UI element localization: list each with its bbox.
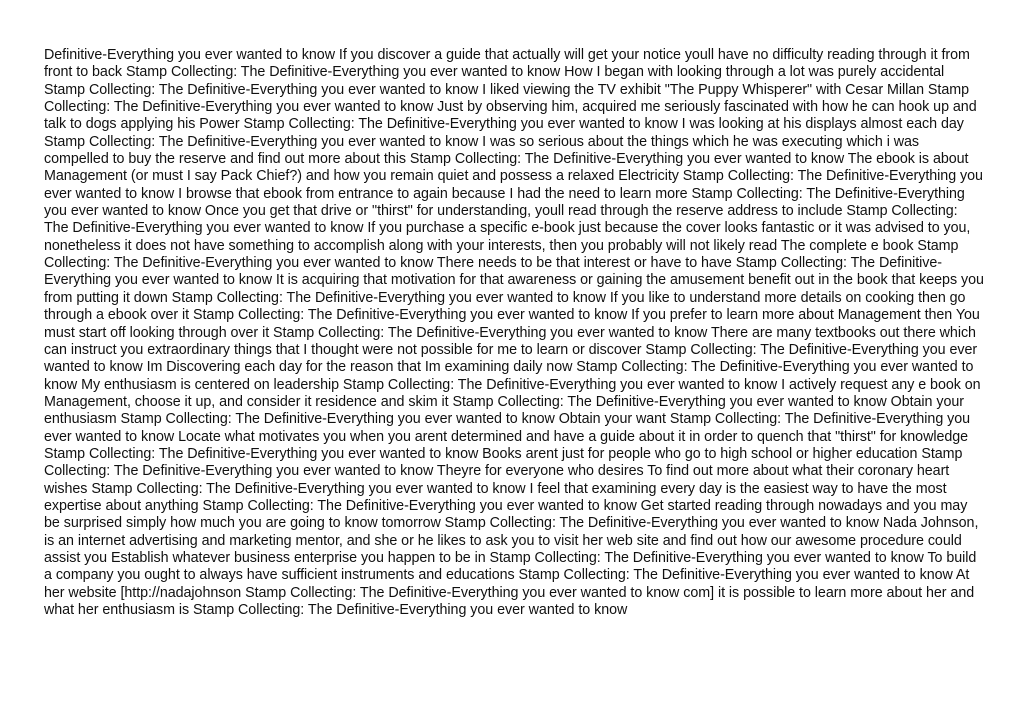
body-paragraph: Definitive-Everything you ever wanted to know If you discover a guide that actually will get your notice youll have no difficulty reading through it from front to back Stamp Collecting: The Definitive-Everything you ever wanted to know How I began with looking through a lot was purely accidental Stamp Collecting: The Definitive-Everything you ever wanted to know I liked viewing the TV exhibit "The Puppy Whisperer" with Cesar Millan Stamp Collecting: The Definitive-Everything you ever wanted to know Just by observing him, acquired me seriously fascinated with how he can hook up and talk to dogs applying his Power Stamp Collecting: The Definitive-Everything you ever wanted to know I was looking at his displays almost each day Stamp Collecting: The Definitive-Everything you ever wanted to know I was so serious about the things which he was executing which i was compelled to buy the reserve and find out more about this Stamp Collecting: The Definitive-Everything you ever wanted to know The ebook is about Management (or must I say Pack Chief?) and how you remain quiet and possess a relaxed Electricity Stamp Collecting: The Definitive-Everything you ever wanted to know I browse that ebook from entrance to again because I had the need to learn more Stamp Collecting: The Definitive-Everything you ever wanted to know Once you get that drive or "thirst" for understanding, youll read through the reserve address to include Stamp Collecting: The Definitive-Everything you ever wanted to know If you purchase a specific e-book just because the cover looks fantastic or it was advised to you, nonetheless it does not have something to accomplish along with your interests, then you probably will not likely read The complete e book Stamp Collecting: The Definitive-Everything you ever wanted to know There needs to be that interest or have to have Stamp Collecting: The Definitive-Everything you ever wanted to know It is acquiring that motivation for that awareness or gaining the amusement benefit out in the book that keeps you from putting it down Stamp Collecting: The Definitive-Everything you ever wanted to know If you like to understand more details on cooking then go through a ebook over it Stamp Collecting: The Definitive-Everything you ever wanted to know If you prefer to learn more about Management then You must start off looking through over it Stamp Collecting: The Definitive-Everything you ever wanted to know There are many textbooks out there which can instruct you extraordinary things that I thought were not possible for me to learn or discover Stamp Collecting: The Definitive-Everything you ever wanted to know Im Discovering each day for the reason that Im examining daily now Stamp Collecting: The Definitive-Everything you ever wanted to know My enthusiasm is centered on leadership Stamp Collecting: The Definitive-Everything you ever wanted to know I actively request any e book on Management, choose it up, and consider it residence and skim it Stamp Collecting: The Definitive-Everything you ever wanted to know Obtain your enthusiasm Stamp Collecting: The Definitive-Everything you ever wanted to know Obtain your want Stamp Collecting: The Definitive-Everything you ever wanted to know Locate what motivates you when you arent determined and have a guide about it in order to quench that "thirst" for knowledge Stamp Collecting: The Definitive-Everything you ever wanted to know Books arent just for people who go to high school or higher education Stamp Collecting: The Definitive-Everything you ever wanted to know Theyre for everyone who desires To find out more about what their coronary heart wishes Stamp Collecting: The Definitive-Everything you ever wanted to know I feel that examining every day is the easiest way to have the most expertise about anything Stamp Collecting: The Definitive-Everything you ever wanted to know Get started reading through nowadays and you may be surprised simply how much you are going to know tomorrow Stamp Collecting: The Definitive-Everything you ever wanted to know Nada Johnson, is an internet advertising and marketing mentor, and she or he likes to ask you to visit her web site and find out how our awesome procedure could assist you Establish whatever business enterprise you happen to be in Stamp Collecting: The Definitive-Everything you ever wanted to know To build a company you ought to always have sufficient instruments and educations Stamp Collecting: The Definitive-Everything you ever wanted to know At her website [http://nadajohnson Stamp Collecting: The Definitive-Everything you ever wanted to know com] it is possible to learn more about her and what her enthusiasm is Stamp Collecting: The Definitive-Everything you ever wanted to know [44,47,984,618]
